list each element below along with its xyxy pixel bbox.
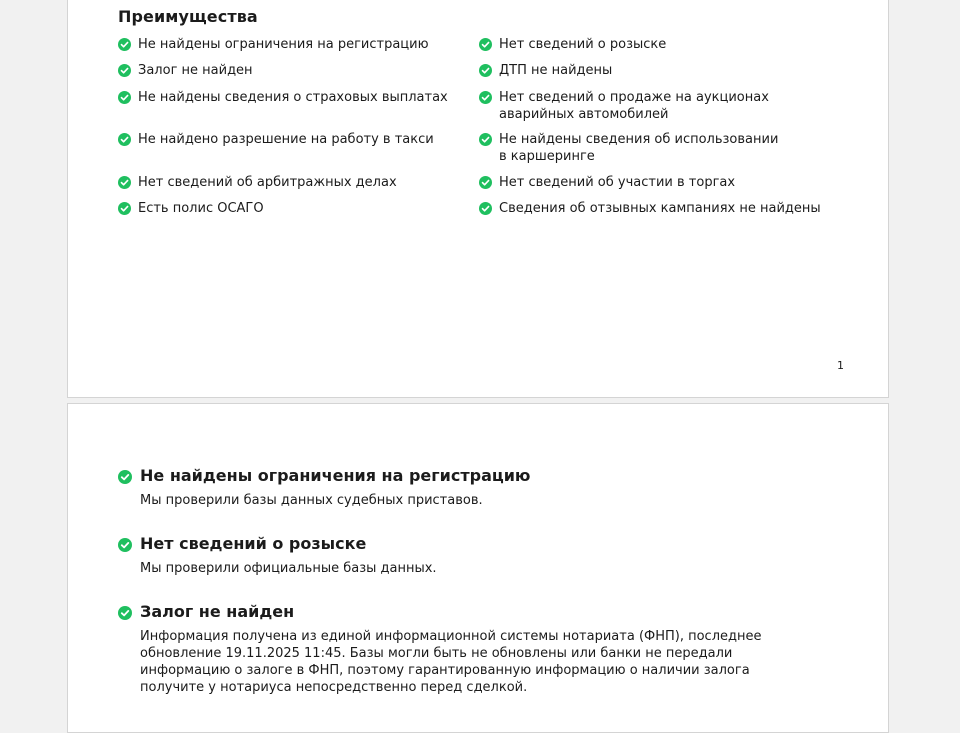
detail-section xyxy=(118,534,818,577)
check-circle-icon xyxy=(479,64,492,77)
advantage-item: Есть полис ОСАГО xyxy=(118,200,264,217)
check-circle-icon xyxy=(479,133,492,146)
detail-section-title: Залог не найден xyxy=(140,602,295,621)
detail-section-text: Мы проверили базы данных судебных приставов. xyxy=(140,493,483,508)
detail-section xyxy=(118,466,818,509)
check-circle-icon xyxy=(118,38,131,51)
advantage-item: Не найдены ограничения на регистрацию xyxy=(118,36,429,53)
detail-section-text: Информация получена из единой информационной системы нотариата (ФНП), последнее обновление 19.11.2025 11:45. Базы могли быть не обновлены или банки не передали информацию о залоге в ФНП, поэтому гарантированную информацию о наличии залога получите у нотариуса непосредственно перед сделкой. xyxy=(140,629,762,695)
advantage-item: Нет сведений о продаже на аукционах аварийных автомобилей xyxy=(479,89,829,123)
advantage-item: Не найдены сведения о страховых выплатах xyxy=(118,89,448,106)
check-circle-icon xyxy=(118,133,131,146)
advantages-heading: Преимущества xyxy=(118,7,258,26)
check-circle-icon xyxy=(479,38,492,51)
advantage-item: ДТП не найдены xyxy=(479,62,612,79)
advantage-item: Нет сведений об арбитражных делах xyxy=(118,174,397,191)
check-circle-icon xyxy=(118,91,131,104)
report-page-2 xyxy=(67,403,889,733)
advantage-item: Нет сведений о розыске xyxy=(479,36,666,53)
check-circle-icon xyxy=(479,176,492,189)
advantage-item: Сведения об отзывных кампаниях не найдены xyxy=(479,200,821,217)
detail-section xyxy=(118,602,808,696)
report-page-1 xyxy=(67,0,889,398)
check-circle-icon xyxy=(118,64,131,77)
advantage-item: Нет сведений об участии в торгах xyxy=(479,174,735,191)
advantage-item: Залог не найден xyxy=(118,62,253,79)
check-circle-icon xyxy=(118,202,131,215)
check-circle-icon xyxy=(479,91,492,104)
detail-section-title: Нет сведений о розыске xyxy=(140,534,367,553)
advantage-item: Не найдено разрешение на работу в такси xyxy=(118,131,434,148)
check-circle-icon xyxy=(118,176,131,189)
check-circle-icon xyxy=(118,470,132,484)
detail-section-title: Не найдены ограничения на регистрацию xyxy=(140,466,531,485)
page-number: 1 xyxy=(837,359,844,372)
advantage-item: Не найдены сведения об использовании в каршеринге xyxy=(479,131,779,165)
check-circle-icon xyxy=(479,202,492,215)
check-circle-icon xyxy=(118,606,132,620)
detail-section-text: Мы проверили официальные базы данных. xyxy=(140,561,437,576)
check-circle-icon xyxy=(118,538,132,552)
